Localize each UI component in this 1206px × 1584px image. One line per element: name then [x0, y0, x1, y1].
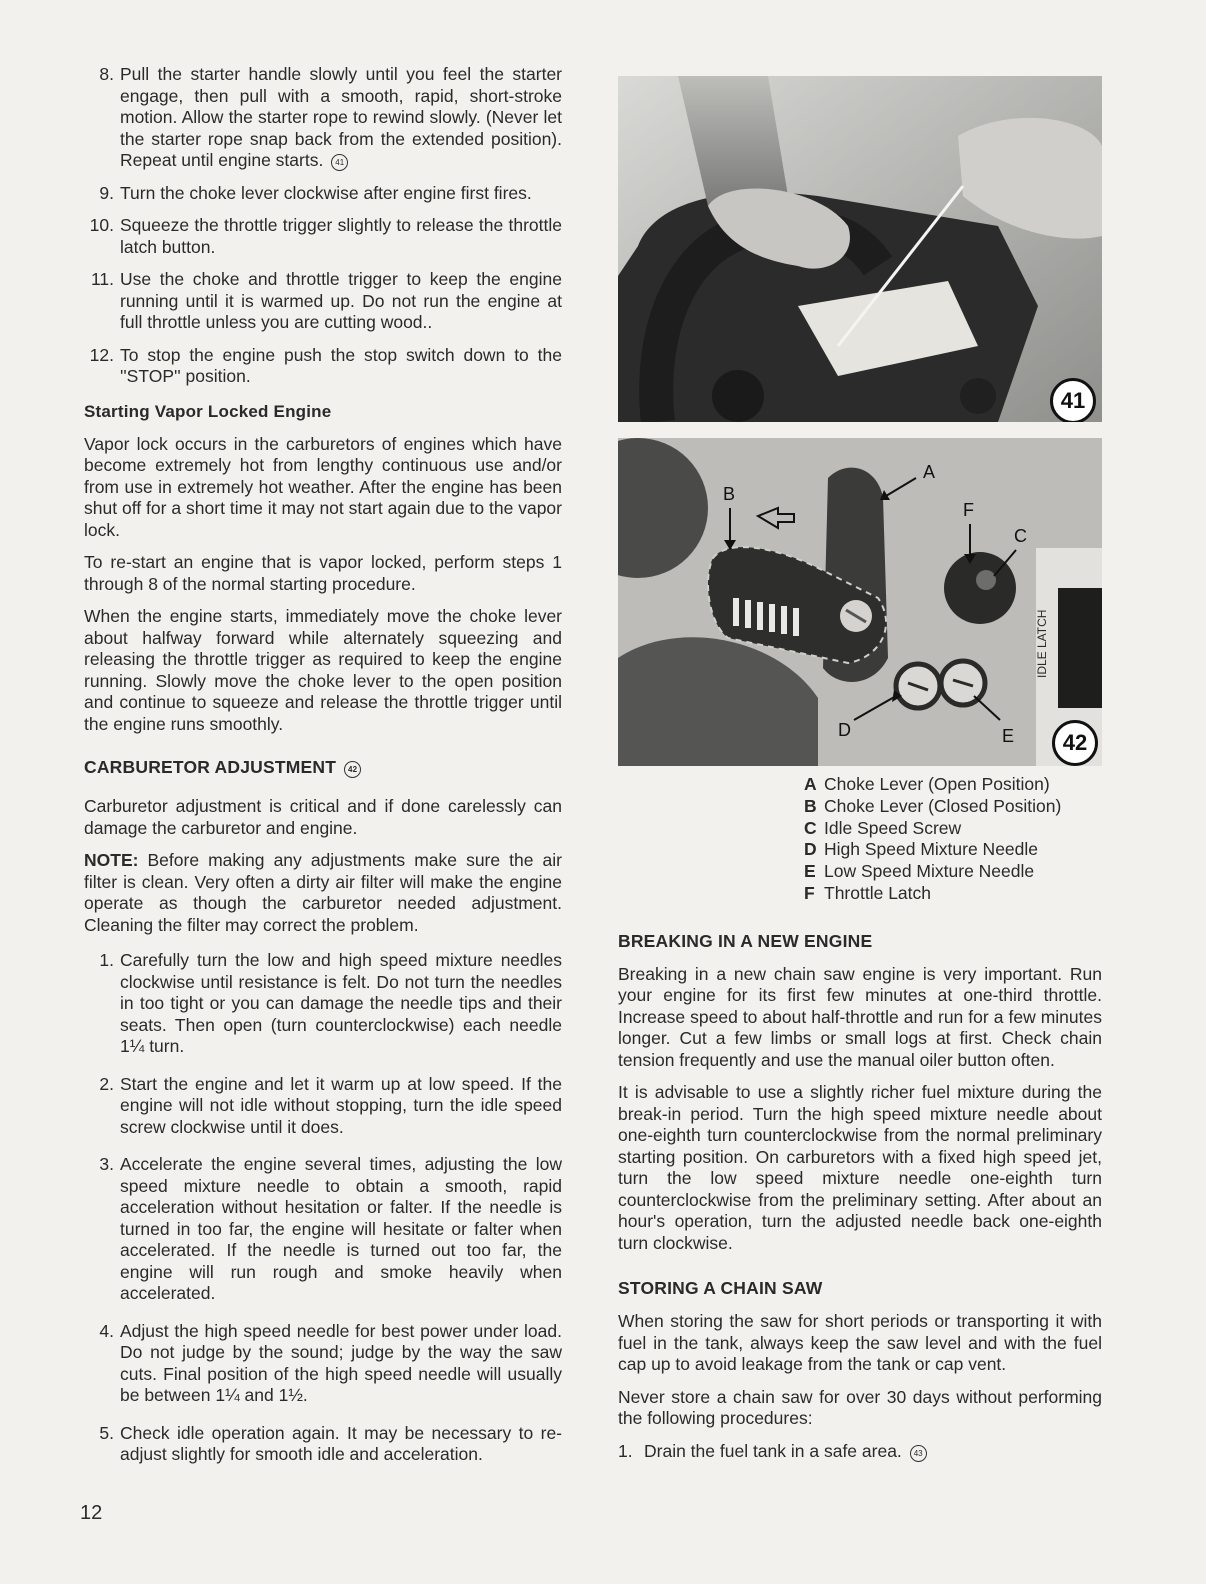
figure-42-photo — [618, 438, 1102, 766]
callout-c: C — [1014, 526, 1027, 546]
figure-42-legend — [804, 774, 1102, 905]
callout-e: E — [1002, 726, 1015, 746]
figure-ref-badge: 42 — [344, 761, 361, 778]
paragraph: When storing the saw for short periods or transporting it with fuel in the tank, always keep the saw level and with the fuel cap up to avoid leakage from the tank or cap vent. — [618, 1311, 1102, 1375]
figure-ref-badge: 43 — [910, 1445, 927, 1462]
right-column — [618, 76, 1102, 1473]
legend-item: F Throttle Latch — [804, 882, 931, 903]
list-item — [84, 345, 562, 388]
paragraph: To re-start an engine that is vapor locked, perform steps 1 through 8 of the normal starting procedure. — [84, 552, 562, 594]
list-item — [84, 1074, 562, 1139]
starting-steps-list — [84, 64, 562, 388]
storage-steps-list — [618, 1441, 1102, 1463]
callout-f: F — [963, 500, 974, 520]
paragraph: Breaking in a new chain saw engine is very important. Run your engine for its first few minutes at one-third throttle. Increase speed to about half-throttle and run for a few minutes longer. Cut a few limbs or small logs at first. Check chain tension frequently and use the manual oiler button often. — [618, 963, 1102, 1070]
figure-ref-badge: 41 — [331, 154, 348, 171]
section-heading-breaking-in: BREAKING IN A NEW ENGINE — [618, 930, 873, 951]
step-number: 1. — [618, 1440, 633, 1461]
step-text: Start the engine and let it warm up at low speed. If the engine will not idle without stopping, turn the idle speed screw clockwise until it does. — [120, 1073, 562, 1137]
step-number: 4. — [99, 1320, 114, 1341]
paragraph: It is advisable to use a slightly richer fuel mixture during the break-in period. Turn the high speed mixture needle about one-eighth turn counterclockwise from the normal preliminary starting position. On carburetors with a fixed high speed jet, turn the low speed mixture needle one-eighth turn counterclockwise from the preliminary setting. After about an hour's operation, turn the adjusted needle back one-eighth turn clockwise. — [618, 1082, 1102, 1253]
list-item — [84, 1154, 562, 1305]
step-text: To stop the engine push the stop switch down to the ''STOP'' position. — [120, 344, 562, 386]
starter-pull-illustration — [618, 76, 1102, 422]
section-heading-vapor-lock: Starting Vapor Locked Engine — [84, 401, 332, 421]
figure-number-badge: 42 — [1052, 720, 1098, 766]
legend-item: D High Speed Mixture Needle — [804, 839, 1039, 860]
page-number: 12 — [80, 1502, 103, 1524]
step-number: 3. — [99, 1154, 114, 1174]
step-text: Carefully turn the low and high speed mixture needles clockwise until resistance is felt. Do not turn the needles in too tight or you can damage the needle tips and their seats. Then open (turn counterclockwise) each needle 1¼ turn. — [120, 950, 562, 1056]
idle-latch-decal-text: IDLE LATCH — [1035, 609, 1049, 678]
figure-number-badge: 41 — [1050, 378, 1096, 422]
paragraph: When the engine starts, immediately move the choke lever about halfway forward while alternately squeezing and releasing the throttle trigger as required to keep the engine running. Slowly move the choke lever to the open position and continue to squeeze and release the throttle trigger until the engine runs smoothly. — [84, 606, 562, 734]
section-heading-storing: STORING A CHAIN SAW — [618, 1278, 823, 1299]
list-item — [84, 64, 562, 172]
section-heading-carburetor — [84, 757, 562, 778]
step-number: 12. — [89, 344, 114, 365]
step-text: Use the choke and throttle trigger to keep the engine running until it is warmed up. Do not run the engine at full throttle unless you are cutting wood.. — [120, 269, 562, 332]
note-label: NOTE: — [84, 850, 139, 870]
step-text: Drain the fuel tank in a safe area. — [644, 1440, 902, 1461]
list-item — [84, 950, 562, 1058]
step-text: Squeeze the throttle trigger slightly to release the throttle latch button. — [120, 215, 562, 257]
paragraph: Never store a chain saw for over 30 days without performing the following procedures: — [618, 1386, 1102, 1429]
callout-d: D — [838, 720, 851, 740]
step-number: 2. — [99, 1073, 114, 1094]
left-column — [84, 64, 562, 1477]
step-number: 1. — [99, 950, 114, 970]
list-item — [84, 1321, 562, 1407]
step-number: 11. — [90, 269, 114, 289]
list-item — [84, 1423, 562, 1466]
step-number: 10. — [89, 215, 114, 235]
step-text: Accelerate the engine several times, adjusting the low speed mixture needle to obtain a smooth, rapid acceleration without hesitation or falter. If the needle is turned in too far, the engine will hesitate or falter when accelerated. If the needle is turned out too far, the engine will run rough and smoke heavily when accelerated. — [120, 1154, 562, 1303]
step-number: 5. — [99, 1422, 114, 1443]
step-text: Pull the starter handle slowly until you feel the starter engage, then pull with a smooth, rapid, short-stroke motion. Allow the starter rope to rewind slowly. (Never let the starter rope snap back from the extended position). Repeat until engine starts. — [120, 64, 562, 170]
callout-a: A — [923, 462, 936, 482]
step-number: 8. — [99, 64, 114, 84]
paragraph: Vapor lock occurs in the carburetors of engines which have become extremely hot from lengthy continuous use and/or from use in extremely hot weather. After the engine has been shut off for a short time it may not start again due to the vapor lock. — [84, 433, 562, 540]
carburetor-controls-illustration — [618, 438, 1102, 766]
list-item — [618, 1441, 1102, 1463]
legend-item: A Choke Lever (Open Position) — [804, 774, 1050, 794]
step-number: 9. — [99, 182, 114, 203]
list-item — [84, 215, 562, 258]
figure-41-photo — [618, 76, 1102, 422]
callout-b: B — [723, 484, 736, 504]
legend-item: C Idle Speed Screw — [804, 817, 962, 838]
step-text: Adjust the high speed needle for best power under load. Do not judge by the sound; judge by the way the saw cuts. Final position of the high speed needle will usually be between 1¼ and 1½. — [120, 1320, 562, 1405]
list-item — [84, 183, 562, 205]
paragraph: Carburetor adjustment is critical and if done carelessly can damage the carburetor and engine. — [84, 796, 562, 838]
list-item — [84, 269, 562, 334]
note-paragraph — [84, 850, 562, 936]
heading-text: CARBURETOR ADJUSTMENT — [84, 757, 337, 777]
note-text: Before making any adjustments make sure the air filter is clean. Very often a dirty air filter will make the engine operate as though the carburetor needed adjustment. Cleaning the filter may correct the problem. — [84, 850, 562, 935]
legend-item: E Low Speed Mixture Needle — [804, 861, 1035, 882]
legend-item: B Choke Lever (Closed Position) — [804, 795, 1062, 816]
step-text: Check idle operation again. It may be necessary to re-adjust slightly for smooth idle and acceleration. — [120, 1422, 562, 1464]
carburetor-steps-list — [84, 950, 562, 1466]
step-text: Turn the choke lever clockwise after engine first fires. — [120, 182, 532, 203]
